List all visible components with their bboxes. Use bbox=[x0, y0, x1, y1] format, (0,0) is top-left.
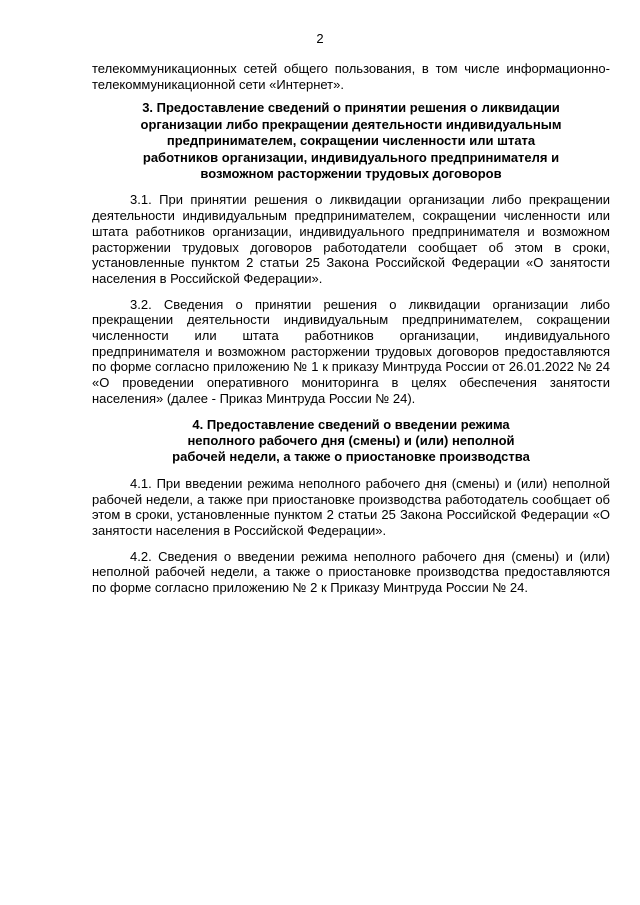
section-3-heading-line: предпринимателем, сокращении численности или штата bbox=[166, 133, 536, 149]
intro-paragraph: телекоммуникационных сетей общего пользования, в том числе информационно-телекоммуникационной сети «Интернет». bbox=[92, 61, 610, 92]
page-number: 2 bbox=[316, 31, 324, 46]
paragraph-3-1: 3.1. При принятии решения о ликвидации организации либо прекращении деятельности индивидуальным предпринимателем, сокращении численности или штата работников организации, индивидуального предпринимателя и возможном расторжении трудовых договоров работодатели сообщает об этом в сроки, установленные пунктом 2 статьи 25 Закона Российской Федерации «О занятости населения в Российской Федерации». bbox=[92, 192, 610, 286]
paragraph-4-1: 4.1. При введении режима неполного рабочего дня (смены) и (или) неполной рабочей недели, а также при приостановке производства работодатель сообщает об этом в сроки, установленные пунктом 2 статьи 25 Закона Российской Федерации «О занятости населения в Российской Федерации». bbox=[92, 475, 610, 538]
section-3-heading-line: возможном расторжении трудовых договоров bbox=[200, 166, 502, 182]
section-3-heading bbox=[92, 100, 610, 182]
section-3-heading-line: работников организации, индивидуального предпринимателя и bbox=[142, 149, 560, 165]
section-4-heading-line: рабочей недели, а также о приостановке производства bbox=[172, 449, 530, 465]
document-body bbox=[92, 61, 610, 596]
section-3-heading-line: 3. Предоставление сведений о принятии решения о ликвидации bbox=[142, 100, 560, 116]
section-4-heading-line: неполного рабочего дня (смены) и (или) неполной bbox=[187, 432, 515, 448]
paragraph-4-2: 4.2. Сведения о введении режима неполного рабочего дня (смены) и (или) неполной рабочей недели, а также о приостановке производства предоставляются по форме согласно приложению № 2 к Приказу Минтруда России № 24. bbox=[92, 548, 610, 596]
paragraph-3-2: 3.2. Сведения о принятии решения о ликвидации организации либо прекращении деятельности индивидуальным предпринимателем, сокращении численности или штата работников организации, индивидуального предпринимателя и возможном расторжении трудовых договоров предоставляются по форме согласно приложению № 1 к приказу Минтруда России от 26.01.2022 № 24 «О проведении оперативного мониторинга в целях обеспечения занятости населения» (далее - Приказ Минтруда России № 24). bbox=[92, 296, 610, 406]
section-3-heading-line: организации либо прекращении деятельности индивидуальным bbox=[140, 116, 562, 132]
section-4-heading bbox=[92, 417, 610, 466]
section-4-heading-line: 4. Предоставление сведений о введении режима bbox=[192, 416, 510, 432]
